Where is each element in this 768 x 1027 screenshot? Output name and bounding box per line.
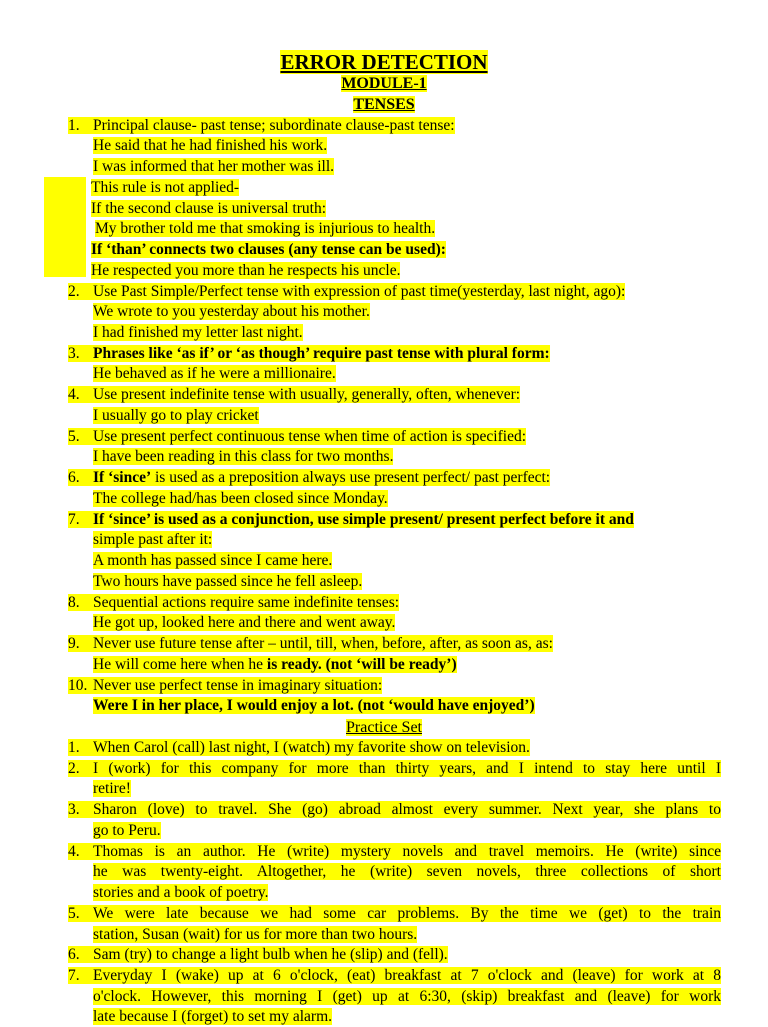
practice-item: 5. [68,904,93,924]
rule-2-example: We wrote to you yesterday about his mother. [93,303,370,320]
rule-9: 9. Never use future tense after – until, till, when, before, after, as soon as, as: [68,635,553,652]
rule-1-exception: This rule is not applied- [91,179,240,196]
practice-item: 2. [68,759,93,779]
practice-line: I (work) for this company for more than thirty years, and I intend to stay here until I [93,760,721,777]
rule-6: 6. If ‘since’ is used as a preposition always use present perfect/ past perfect: [68,469,551,486]
rule-5-example: I have been reading in this class for two months. [93,448,394,465]
rule-7-example: A month has passed since I came here. [93,552,333,569]
rule-6-example: The college had/has been closed since Monday. [93,490,388,507]
rule-8: 8. Sequential actions require same indefinite tenses: [68,594,400,611]
rule-3: 3. Phrases like ‘as if’ or ‘as though’ require past tense with plural form: [68,345,550,362]
practice-line: o'clock. However, this morning I (get) up at 6:30, (skip) breakfast and (leave) for work [93,988,721,1005]
rule-2-example: I had finished my letter last night. [93,324,303,341]
practice-item: 7. [68,966,93,986]
rule-4: 4. Use present indefinite tense with usually, generally, often, whenever: [68,386,521,403]
rule-10-example: Were I in her place, I would enjoy a lot. (not ‘would have enjoyed’) [93,697,535,714]
practice-item: 3. [68,800,93,820]
rule-7: 7. If ‘since’ is used as a conjunction, use simple present/ present perfect before it and [68,511,634,528]
practice-set-heading: Practice Set [346,719,422,736]
rule-1: 1. Principal clause- past tense; subordinate clause-past tense: [68,117,455,134]
practice-line: late because I (forget) to set my alarm. [93,1008,333,1025]
rule-1-exception: If the second clause is universal truth: [91,200,327,217]
practice-item: 1. When Carol (call) last night, I (watch) my favorite show on television. [68,739,530,756]
rule-7-continued: simple past after it: [93,531,213,548]
practice-line: he was twenty-eight. Altogether, he (write) seven novels, three collections of short [93,863,721,880]
rule-1-example: My brother told me that smoking is injurious to health. [95,220,436,237]
practice-line: Sharon (love) to travel. She (go) abroad almost every summer. Next year, she plans to [93,801,721,818]
rule-4-example: I usually go to play cricket [93,407,259,424]
rule-1-example: He said that he had finished his work. [93,137,328,154]
rule-1-exception: If ‘than’ connects two clauses (any tense can be used): [91,241,446,258]
practice-line: retire! [93,780,131,797]
rule-1-example: I was informed that her mother was ill. [93,158,335,175]
page-title: ERROR DETECTION [280,50,488,74]
practice-line: We were late because we had some car problems. By the time we (get) to the train [93,905,721,922]
practice-line: Everyday I (wake) up at 6 o'clock, (eat) breakfast at 7 o'clock and (leave) for work at 8 [93,967,721,984]
topic-heading: TENSES [353,96,415,113]
practice-item: 6. Sam (try) to change a light bulb when he (slip) and (fell). [68,946,448,963]
practice-line: station, Susan (wait) for us for more than two hours. [93,926,418,943]
practice-line: stories and a book of poetry. [93,884,269,901]
rule-10: 10. Never use perfect tense in imaginary situation: [68,677,383,694]
rule-7-example: Two hours have passed since he fell asleep. [93,573,363,590]
rule-5: 5. Use present perfect continuous tense when time of action is specified: [68,428,527,445]
rule-3-example: He behaved as if he were a millionaire. [93,365,336,382]
rule-9-example: He will come here when he is ready. (not ‘will be ready’) [93,656,457,673]
rule-8-example: He got up, looked here and there and went away. [93,614,396,631]
rule-2: 2. Use Past Simple/Perfect tense with expression of past time(yesterday, last night, ago): [68,283,626,300]
highlight-block [44,177,86,277]
practice-item: 4. [68,842,93,862]
practice-line: go to Peru. [93,822,161,839]
module-heading: MODULE-1 [341,75,427,92]
rule-1-example: He respected you more than he respects his uncle. [91,262,401,279]
practice-line: Thomas is an author. He (write) mystery novels and travel memoirs. He (write) since [93,843,721,860]
